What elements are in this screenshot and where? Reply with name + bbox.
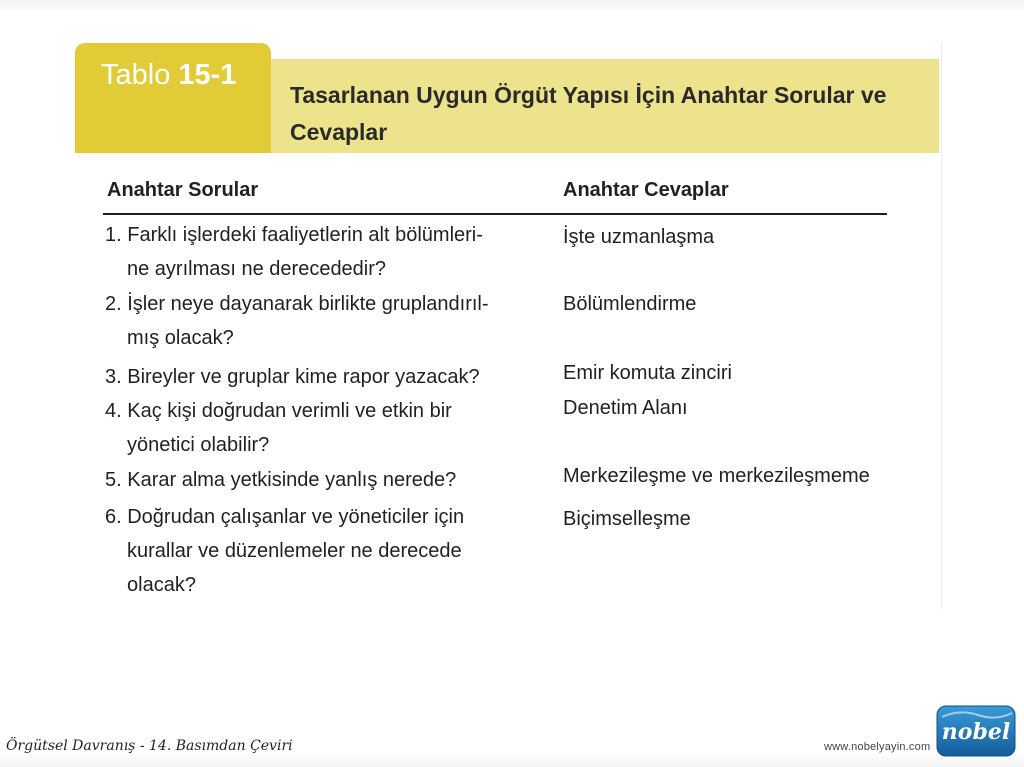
tab-prefix: Tablo [101,59,171,91]
footer-book-title: Örgütsel Davranış - 14. Basımdan Çeviri [6,738,293,754]
table-card [75,43,942,609]
table-number-label [101,59,236,92]
question-2-line2: mış olacak? [127,327,234,349]
logo-text: nobel [941,719,1011,745]
nobel-logo [936,705,1016,757]
footer-website: www.nobelyayin.com [824,741,931,753]
question-3-line1: 3. Bireyler ve gruplar kime rapor yazacak? [105,366,480,388]
question-1-line2: ne ayrılması ne derecededir? [127,258,387,280]
question-2-line1: 2. İşler neye dayanarak birlikte gruplandırıl- [105,293,489,315]
question-6-line3: olacak? [127,574,196,596]
question-2 [105,287,489,355]
question-4 [105,394,452,462]
question-6 [105,500,464,602]
table-number-tab [75,43,271,153]
table-title-line1: Tasarlanan Uygun Örgüt Yapısı İçin Anahtar Sorular ve [290,82,887,108]
answer-1: İşte uzmanlaşma [563,226,715,248]
question-5-line1: 5. Karar alma yetkisinde yanlış nerede? [105,469,457,491]
answer-6: Biçimselleşme [563,508,691,530]
answer-5: Merkezileşme ve merkezileşmeme [563,465,870,487]
column-header-answers: Anahtar Cevaplar [563,179,729,201]
answer-3: Emir komuta zinciri [563,362,732,384]
table-title-line2: Cevaplar [290,119,388,145]
tab-number: 15-1 [178,59,237,91]
question-1-line1: 1. Farklı işlerdeki faaliyetlerin alt bölümleri- [105,224,483,246]
question-3 [105,360,480,394]
question-1 [105,218,483,286]
question-4-line1: 4. Kaç kişi doğrudan verimli ve etkin bir [105,400,452,422]
answer-4: Denetim Alanı [563,397,688,419]
answer-2: Bölümlendirme [563,293,697,315]
question-6-line2: kurallar ve düzenlemeler ne derecede [127,540,462,562]
header-rule [103,213,887,215]
question-5 [105,463,456,497]
question-4-line2: yönetici olabilir? [127,434,270,456]
column-header-questions: Anahtar Sorular [107,179,259,201]
table-title [290,77,910,151]
question-6-line1: 6. Doğrudan çalışanlar ve yöneticiler için [105,506,465,528]
